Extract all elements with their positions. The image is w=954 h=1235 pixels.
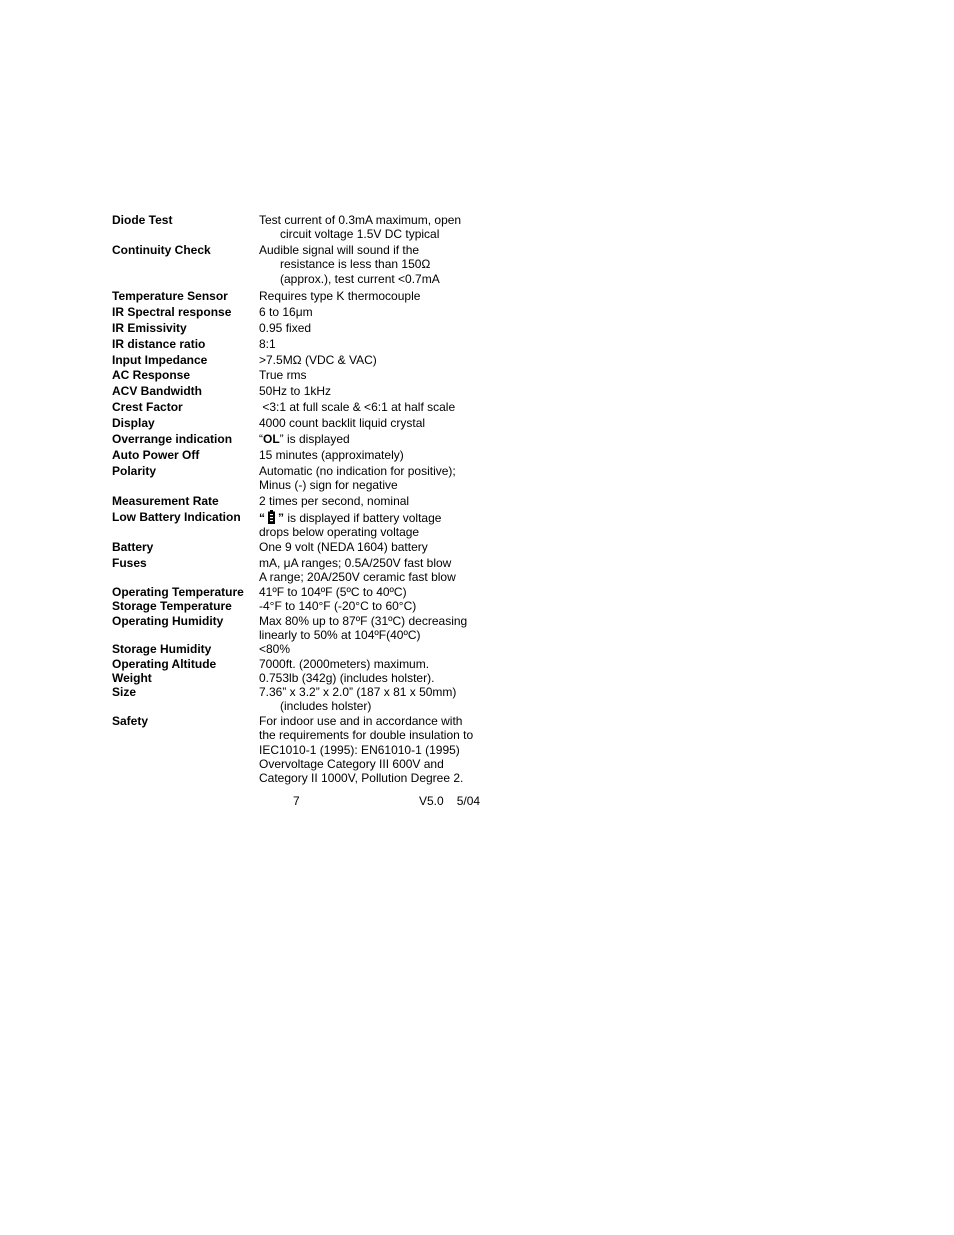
spec-value (259, 321, 494, 335)
spec-value-line: Max 80% up to 87ºF (31ºC) decreasing (259, 614, 468, 628)
spec-label: Continuity Check (112, 243, 211, 257)
spec-label: Storage Humidity (112, 642, 212, 656)
spec-value-line: 50Hz to 1kHz (259, 384, 332, 398)
spec-value (259, 614, 494, 643)
spec-value (259, 510, 494, 540)
spec-value-line: Category II 1000V, Pollution Degree 2. (259, 771, 464, 786)
spec-value-line: (includes holster) (280, 699, 372, 714)
spec-value-line: One 9 volt (NEDA 1604) battery (259, 540, 428, 554)
spec-label: IR Spectral response (112, 305, 232, 319)
spec-value-line: linearly to 50% at 104ºF(40ºC) (259, 628, 421, 643)
spec-value (259, 714, 494, 785)
spec-value-line: the requirements for double insulation to (259, 728, 474, 743)
spec-label: Temperature Sensor (112, 289, 228, 303)
spec-value-line: Audible signal will sound if the (259, 243, 420, 257)
spec-label: Auto Power Off (112, 448, 200, 462)
spec-value-line: 41ºF to 104ºF (5ºC to 40ºC) (259, 585, 407, 599)
spec-value-line: drops below operating voltage (259, 525, 420, 540)
spec-value-line: (approx.), test current <0.7mA (280, 271, 440, 286)
spec-value (259, 289, 494, 303)
spec-value (259, 556, 494, 585)
spec-value (259, 464, 494, 493)
spec-value-line: mA, μA ranges; 0.5A/250V fast blow (259, 556, 452, 570)
spec-value (259, 540, 494, 554)
spec-value (259, 448, 494, 462)
spec-value-line: IEC1010-1 (1995): EN61010-1 (1995) (259, 742, 460, 757)
spec-label: Safety (112, 714, 149, 728)
spec-value (259, 400, 494, 414)
spec-label: Crest Factor (112, 400, 183, 414)
spec-value (259, 305, 494, 319)
spec-label: Overrange indication (112, 432, 233, 446)
battery-icon (268, 510, 275, 524)
spec-value-line: -4°F to 140°F (-20°C to 60°C) (259, 599, 417, 613)
spec-label: AC Response (112, 368, 191, 382)
version-date: 5/04 (456, 794, 481, 808)
spec-value (259, 599, 494, 613)
spec-value-line: 8:1 (259, 337, 276, 351)
spec-value (259, 432, 494, 446)
spec-label: IR Emissivity (112, 321, 187, 335)
spec-value-line: <3:1 at full scale & <6:1 at half scale (259, 400, 456, 414)
spec-value (259, 368, 494, 382)
spec-label: Operating Altitude (112, 657, 217, 671)
spec-label: Diode Test (112, 213, 173, 227)
spec-value-line: For indoor use and in accordance with (259, 714, 463, 728)
spec-value-line: Requires type K thermocouple (259, 289, 421, 303)
spec-label: Input Impedance (112, 353, 208, 367)
open-quote: “ (259, 432, 263, 446)
spec-value-line (259, 432, 494, 446)
spec-value-line: 7.36” x 3.2” x 2.0” (187 x 81 x 50mm) (259, 685, 457, 699)
spec-label: Polarity (112, 464, 157, 478)
spec-label: Operating Temperature (112, 585, 244, 599)
spec-value-line: 6 to 16μm (259, 305, 313, 319)
spec-value-line: A range; 20A/250V ceramic fast blow (259, 570, 456, 585)
close-quote: ” (278, 511, 284, 525)
spec-label: Display (112, 416, 155, 430)
spec-value (259, 685, 494, 714)
spec-value-line: resistance is less than 150Ω (280, 257, 431, 272)
spec-label: Measurement Rate (112, 494, 219, 508)
spec-value-line: <80% (259, 642, 291, 656)
spec-value (259, 671, 494, 685)
spec-label: Weight (112, 671, 152, 685)
spec-value (259, 243, 494, 286)
spec-value-line: 0.95 fixed (259, 321, 312, 335)
spec-value (259, 353, 494, 367)
spec-value (259, 642, 494, 656)
spec-value (259, 494, 494, 508)
spec-value (259, 213, 494, 242)
spec-value-line: Overvoltage Category III 600V and (259, 756, 444, 771)
overrange-text: ” is displayed (279, 432, 350, 446)
spec-label: IR distance ratio (112, 337, 206, 351)
spec-value-line: 7000ft. (2000meters) maximum. (259, 657, 430, 671)
spec-value (259, 337, 494, 351)
version-info (419, 794, 480, 808)
version-number: V5.0 (419, 794, 444, 808)
low-battery-text: is displayed if battery voltage (284, 511, 442, 525)
spec-label: Size (112, 685, 137, 699)
spec-value (259, 384, 494, 398)
spec-value (259, 416, 494, 430)
spec-label: Fuses (112, 556, 147, 570)
spec-label: Storage Temperature (112, 599, 232, 613)
spec-value-line: 15 minutes (approximately) (259, 448, 404, 462)
spec-label: Operating Humidity (112, 614, 224, 628)
page-number: 7 (293, 794, 300, 808)
spec-value (259, 657, 494, 671)
open-quote: “ (259, 511, 265, 525)
spec-value-line: >7.5MΩ (VDC & VAC) (259, 353, 377, 367)
spec-value-line: 0.753lb (342g) (includes holster). (259, 671, 435, 685)
spec-value-line (259, 510, 494, 525)
overrange-symbol: OL (263, 432, 280, 446)
spec-value-line: 2 times per second, nominal (259, 494, 410, 508)
spec-value-line: Minus (-) sign for negative (259, 478, 398, 493)
spec-label: Low Battery Indication (112, 510, 241, 524)
spec-value-line: Test current of 0.3mA maximum, open (259, 213, 462, 227)
spec-label: ACV Bandwidth (112, 384, 202, 398)
spec-value (259, 585, 494, 599)
spec-value-line: circuit voltage 1.5V DC typical (280, 227, 440, 242)
spec-label: Battery (112, 540, 154, 554)
spec-value-line: Automatic (no indication for positive); (259, 464, 456, 478)
spec-value-line: 4000 count backlit liquid crystal (259, 416, 426, 430)
spec-value-line: True rms (259, 368, 307, 382)
